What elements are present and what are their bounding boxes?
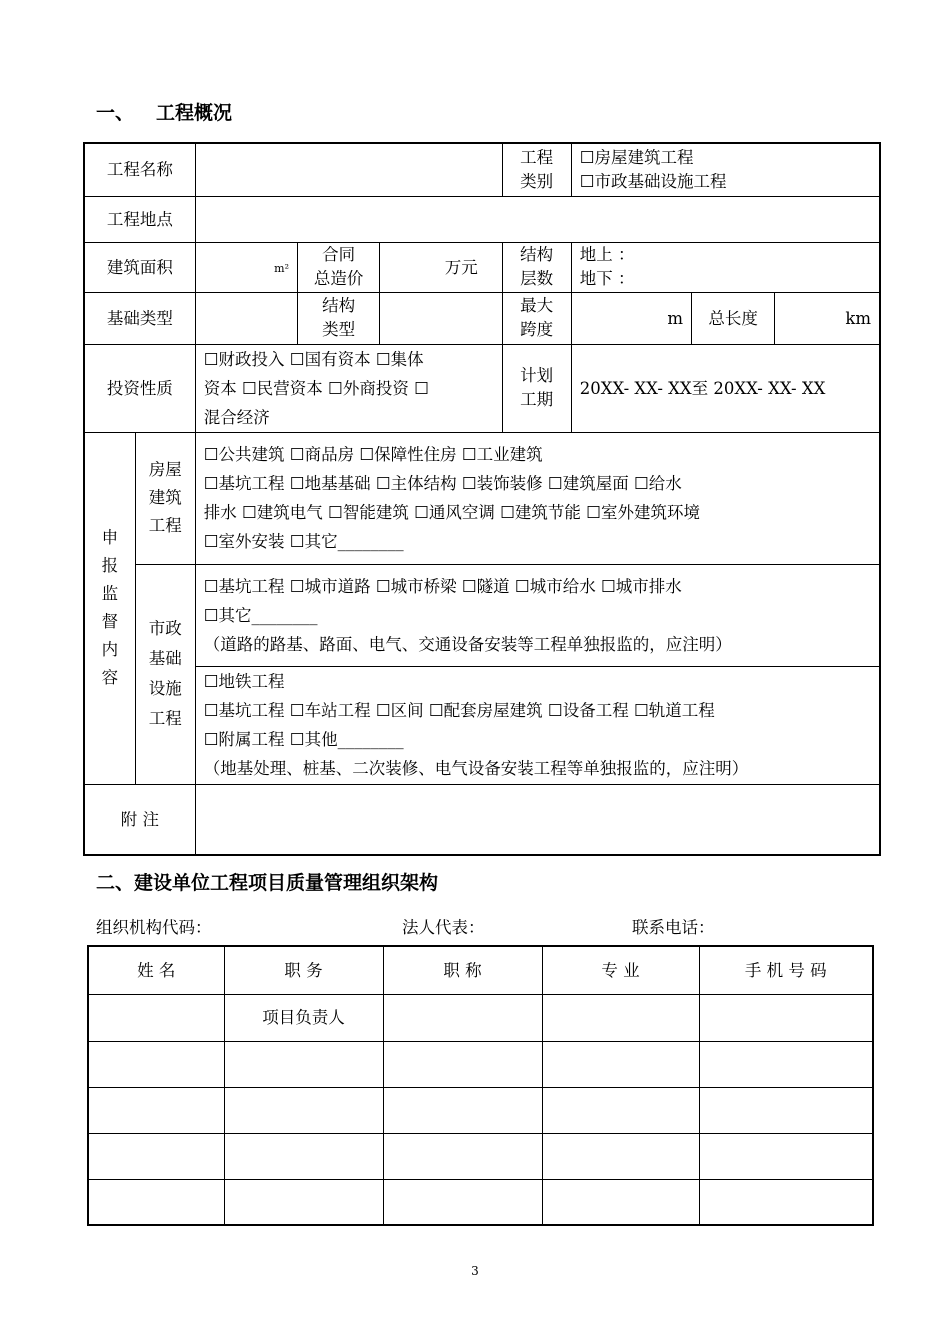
- cell-specialty[interactable]: [542, 1087, 699, 1133]
- contract-price-field[interactable]: 万元: [380, 242, 502, 292]
- foundation-type-label: 基础类型: [84, 292, 195, 344]
- investment-type-label: 投资性质: [84, 344, 195, 432]
- cell-position[interactable]: [224, 1041, 383, 1087]
- category-option-building[interactable]: ☐房屋建筑工程: [579, 147, 694, 167]
- max-span-field[interactable]: m: [571, 292, 691, 344]
- cell-specialty[interactable]: [542, 1133, 699, 1179]
- cell-mobile[interactable]: [699, 1179, 873, 1225]
- project-category-label: 工程 类别: [502, 143, 571, 196]
- header-title: 职 称: [383, 946, 542, 994]
- total-length-label: 总长度: [692, 292, 775, 344]
- table-row: [88, 1087, 873, 1133]
- table-row: [88, 1041, 873, 1087]
- legal-rep-label: 法人代表：: [402, 918, 485, 937]
- category-option-municipal[interactable]: ☐市政基础设施工程: [579, 171, 727, 191]
- cell-position: 项目负责人: [224, 994, 383, 1041]
- project-name-field[interactable]: [195, 143, 502, 196]
- cell-title[interactable]: [383, 1041, 542, 1087]
- cell-name[interactable]: [88, 994, 224, 1041]
- cell-specialty[interactable]: [542, 994, 699, 1041]
- cell-name[interactable]: [88, 1179, 224, 1225]
- planned-period-field[interactable]: 20XX- XX- XX至 20XX- XX- XX: [571, 344, 880, 432]
- org-code-label: 组织机构代码：: [96, 918, 212, 937]
- total-length-field[interactable]: km: [775, 292, 880, 344]
- contract-price-label: 合同 总造价: [298, 242, 380, 292]
- cell-mobile[interactable]: [699, 994, 873, 1041]
- page-number: 3: [471, 1264, 479, 1278]
- section-1-title: 工程概况: [156, 102, 233, 124]
- structure-floors-label: 结构 层数: [502, 242, 571, 292]
- cell-position[interactable]: [224, 1133, 383, 1179]
- cell-name[interactable]: [88, 1133, 224, 1179]
- municipal-options[interactable]: ☐基坑工程 ☐城市道路 ☐城市桥梁 ☐隧道 ☐城市给水 ☐城市排水 ☐其它________ （道路的路基、路面、电气、交通设备安装等工程单独报监的，应注明）: [195, 564, 880, 666]
- project-category-options[interactable]: [571, 143, 880, 196]
- cell-title[interactable]: [383, 1133, 542, 1179]
- planned-period-label: 计划 工期: [502, 344, 571, 432]
- cell-specialty[interactable]: [542, 1179, 699, 1225]
- municipal-infrastructure-label: 市政 基础 设施 工程: [135, 564, 195, 784]
- structure-type-field[interactable]: [380, 292, 502, 344]
- cell-position[interactable]: [224, 1179, 383, 1225]
- project-site-label: 工程地点: [84, 196, 195, 242]
- header-position: 职 务: [224, 946, 383, 994]
- section-1-heading: [96, 98, 232, 125]
- structure-floors-field[interactable]: 地上 ： 地下 ：: [571, 242, 880, 292]
- table-row: [88, 1133, 873, 1179]
- section-2-heading: 二、建设单位工程项目质量管理组织架构: [96, 872, 439, 894]
- cell-name[interactable]: [88, 1041, 224, 1087]
- investment-type-options[interactable]: ☐财政投入 ☐国有资本 ☐集体 资本 ☐民营资本 ☐外商投资 ☐ 混合经济: [195, 344, 502, 432]
- cell-mobile[interactable]: [699, 1041, 873, 1087]
- declaration-content-label: 申 报 监 督 内 容: [84, 432, 135, 784]
- house-building-label: 房屋 建筑 工程: [135, 432, 195, 564]
- cell-position[interactable]: [224, 1087, 383, 1133]
- section-1-number: 一、: [96, 102, 135, 124]
- table-row: [88, 1179, 873, 1225]
- building-area-label: 建筑面积: [84, 242, 195, 292]
- building-area-field[interactable]: m²: [195, 242, 297, 292]
- header-name: 姓 名: [88, 946, 224, 994]
- house-building-options[interactable]: ☐公共建筑 ☐商品房 ☐保障性住房 ☐工业建筑 ☐基坑工程 ☐地基基础 ☐主体结构 ☐装饰装修 ☐建筑屋面 ☐给水 排水 ☐建筑电气 ☐智能建筑 ☐通风空调 ☐建筑节能 ☐室外建筑环境 ☐室外安装 ☐其它________: [195, 432, 880, 564]
- foundation-type-field[interactable]: [195, 292, 297, 344]
- quality-org-table: [87, 945, 874, 1226]
- max-span-label: 最大 跨度: [502, 292, 571, 344]
- cell-mobile[interactable]: [699, 1087, 873, 1133]
- project-site-field[interactable]: [195, 196, 880, 242]
- project-name-label: 工程名称: [84, 143, 195, 196]
- cell-specialty[interactable]: [542, 1041, 699, 1087]
- remark-field[interactable]: [195, 784, 880, 855]
- remark-label: 附 注: [84, 784, 195, 855]
- cell-mobile[interactable]: [699, 1133, 873, 1179]
- project-overview-table: [83, 142, 881, 856]
- header-mobile: 手 机 号 码: [699, 946, 873, 994]
- phone-label: 联系电话：: [632, 918, 715, 937]
- cell-title[interactable]: [383, 1179, 542, 1225]
- table-row: [88, 994, 873, 1041]
- cell-name[interactable]: [88, 1087, 224, 1133]
- header-specialty: 专 业: [542, 946, 699, 994]
- structure-type-label: 结构 类型: [298, 292, 380, 344]
- metro-options[interactable]: ☐地铁工程 ☐基坑工程 ☐车站工程 ☐区间 ☐配套房屋建筑 ☐设备工程 ☐轨道工程 ☐附属工程 ☐其他________ （地基处理、桩基、二次装修、电气设备安装工程等单独报监的，应注明）: [195, 666, 880, 784]
- cell-title[interactable]: [383, 1087, 542, 1133]
- cell-title[interactable]: [383, 994, 542, 1041]
